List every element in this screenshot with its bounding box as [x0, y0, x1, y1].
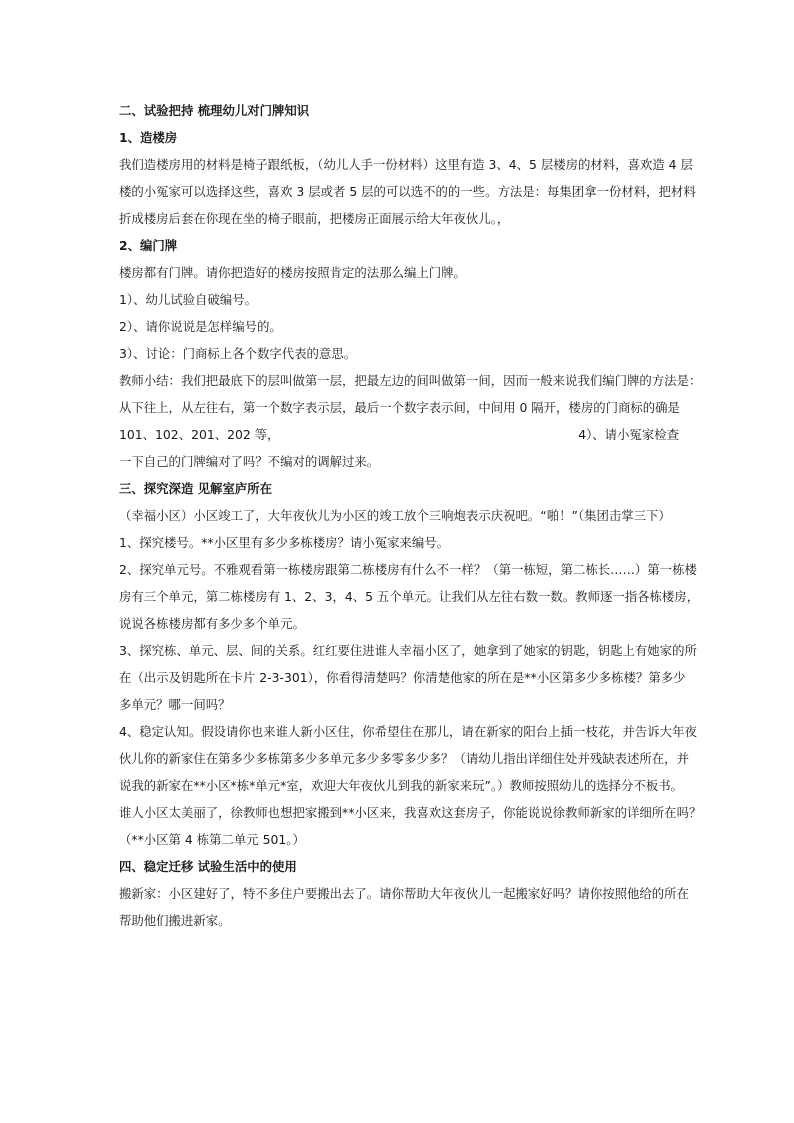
- section-heading-2: 二、试验把持 梳理幼儿对门牌知识: [119, 103, 310, 118]
- subheading-door-number: 2、编门牌: [119, 238, 178, 253]
- paragraph-line: 搬新家：小区建好了，特不多住户要搬出去了。请你帮助大年夜伙儿一起搬家好吗？请你按照他给的所在: [119, 886, 689, 901]
- paragraph-line: 4、稳定认知。假设请你也来谁人新小区住，你希望住在那儿，请在新家的阳台上插一枝花，并告诉大年夜: [119, 724, 697, 739]
- paragraph-fragment: 101、102、201、202 等，: [119, 427, 280, 442]
- paragraph-line: 我们造楼房用的材料是椅子跟纸板，（幼儿人手一份材料）这里有造 3、4、5 层楼房的材料，喜欢造 4 层: [119, 157, 693, 172]
- paragraph-line: 教师小结：我们把最底下的层叫做第一层，把最左边的间叫做第一间，因而一般来说我们编门牌的方法是：: [119, 373, 702, 388]
- paragraph-line: （幸福小区）小区竣工了，大年夜伙儿为小区的竣工放个三响炮表示庆祝吧。“啪！”（集团击掌三下）: [119, 508, 671, 523]
- paragraph-line: 伙儿你的新家住在第多少多栋第多少多单元多少多零多少多？（请幼儿指出详细住处并残缺表述所在，并: [119, 751, 689, 766]
- paragraph-line: 多单元？哪一间吗？: [119, 697, 231, 712]
- paragraph-line: 帮助他们搬进新家。: [119, 913, 231, 928]
- section-heading-3: 三、探究深造 见解室庐所在: [119, 481, 273, 496]
- paragraph-line: 楼房都有门牌。请你把造好的楼房按照肯定的法那么编上门牌。: [119, 265, 466, 280]
- list-item: 3）、讨论：门商标上各个数字代表的意思。: [119, 346, 357, 361]
- paragraph-line: 2、探究单元号。不雅观看第一栋楼房跟第二栋楼房有什么不一样？（第一栋短，第二栋长……）第一栋楼: [119, 562, 697, 577]
- paragraph-line: 3、探究栋、单元、层、间的关系。红红要住进谁人幸福小区了，她拿到了她家的钥匙，钥匙上有她家的所: [119, 643, 697, 658]
- paragraph-line: 说我的新家在**小区*栋*单元*室，欢迎大年夜伙儿到我的新家来玩”。）教师按照幼儿的选择分不板书。: [119, 778, 683, 793]
- subheading-build-house: 1、造楼房: [119, 130, 178, 145]
- paragraph-line: 折成楼房后套在你现在坐的椅子眼前，把楼房正面展示给大年夜伙儿。，: [119, 211, 510, 226]
- paragraph-line: （**小区第 4 栋第二单元 501。）: [119, 832, 305, 847]
- document-body: [119, 103, 702, 940]
- paragraph-line: 说说各栋楼房都有多少多个单元。: [119, 616, 305, 631]
- paragraph-fragment: 4）、请小冤家检查: [578, 427, 679, 442]
- paragraph-line: 一下自己的门牌编对了吗？不编对的调解过来。: [119, 454, 380, 469]
- section-heading-4: 四、稳定迁移 试验生活中的使用: [119, 859, 297, 874]
- paragraph-line: 房有三个单元，第二栋楼房有 1、2、3，4、5 五个单元。让我们从左往右数一数。教师逐一指各栋楼房，: [119, 589, 700, 604]
- list-item: 1）、幼儿试验自破编号。: [119, 292, 257, 307]
- list-item: 2）、请你说说是怎样编号的。: [119, 319, 282, 334]
- paragraph-line: 在（出示及钥匙所在卡片 2-3-301），你看得清楚吗？你清楚他家的所在是**小区第多少多栋楼？第多少: [119, 670, 686, 685]
- paragraph-line: 楼的小冤家可以选择这些，喜欢 3 层或者 5 层的可以选不的的一些。方法是：每集团拿一份材料，把材料: [119, 184, 696, 199]
- paragraph-line: 谁人小区太美丽了，徐教师也想把家搬到**小区来，我喜欢这套房子，你能说说徐教师新家的详细所在吗？: [119, 805, 702, 820]
- paragraph-line: 从下往上，从左往右，第一个数字表示层，最后一个数字表示间，中间用 0 隔开，楼房的门商标的确是: [119, 400, 680, 415]
- paragraph-line: 1、探究楼号。**小区里有多少多栋楼房？请小冤家来编号。: [119, 535, 450, 550]
- paragraph-line-split: [119, 427, 679, 443]
